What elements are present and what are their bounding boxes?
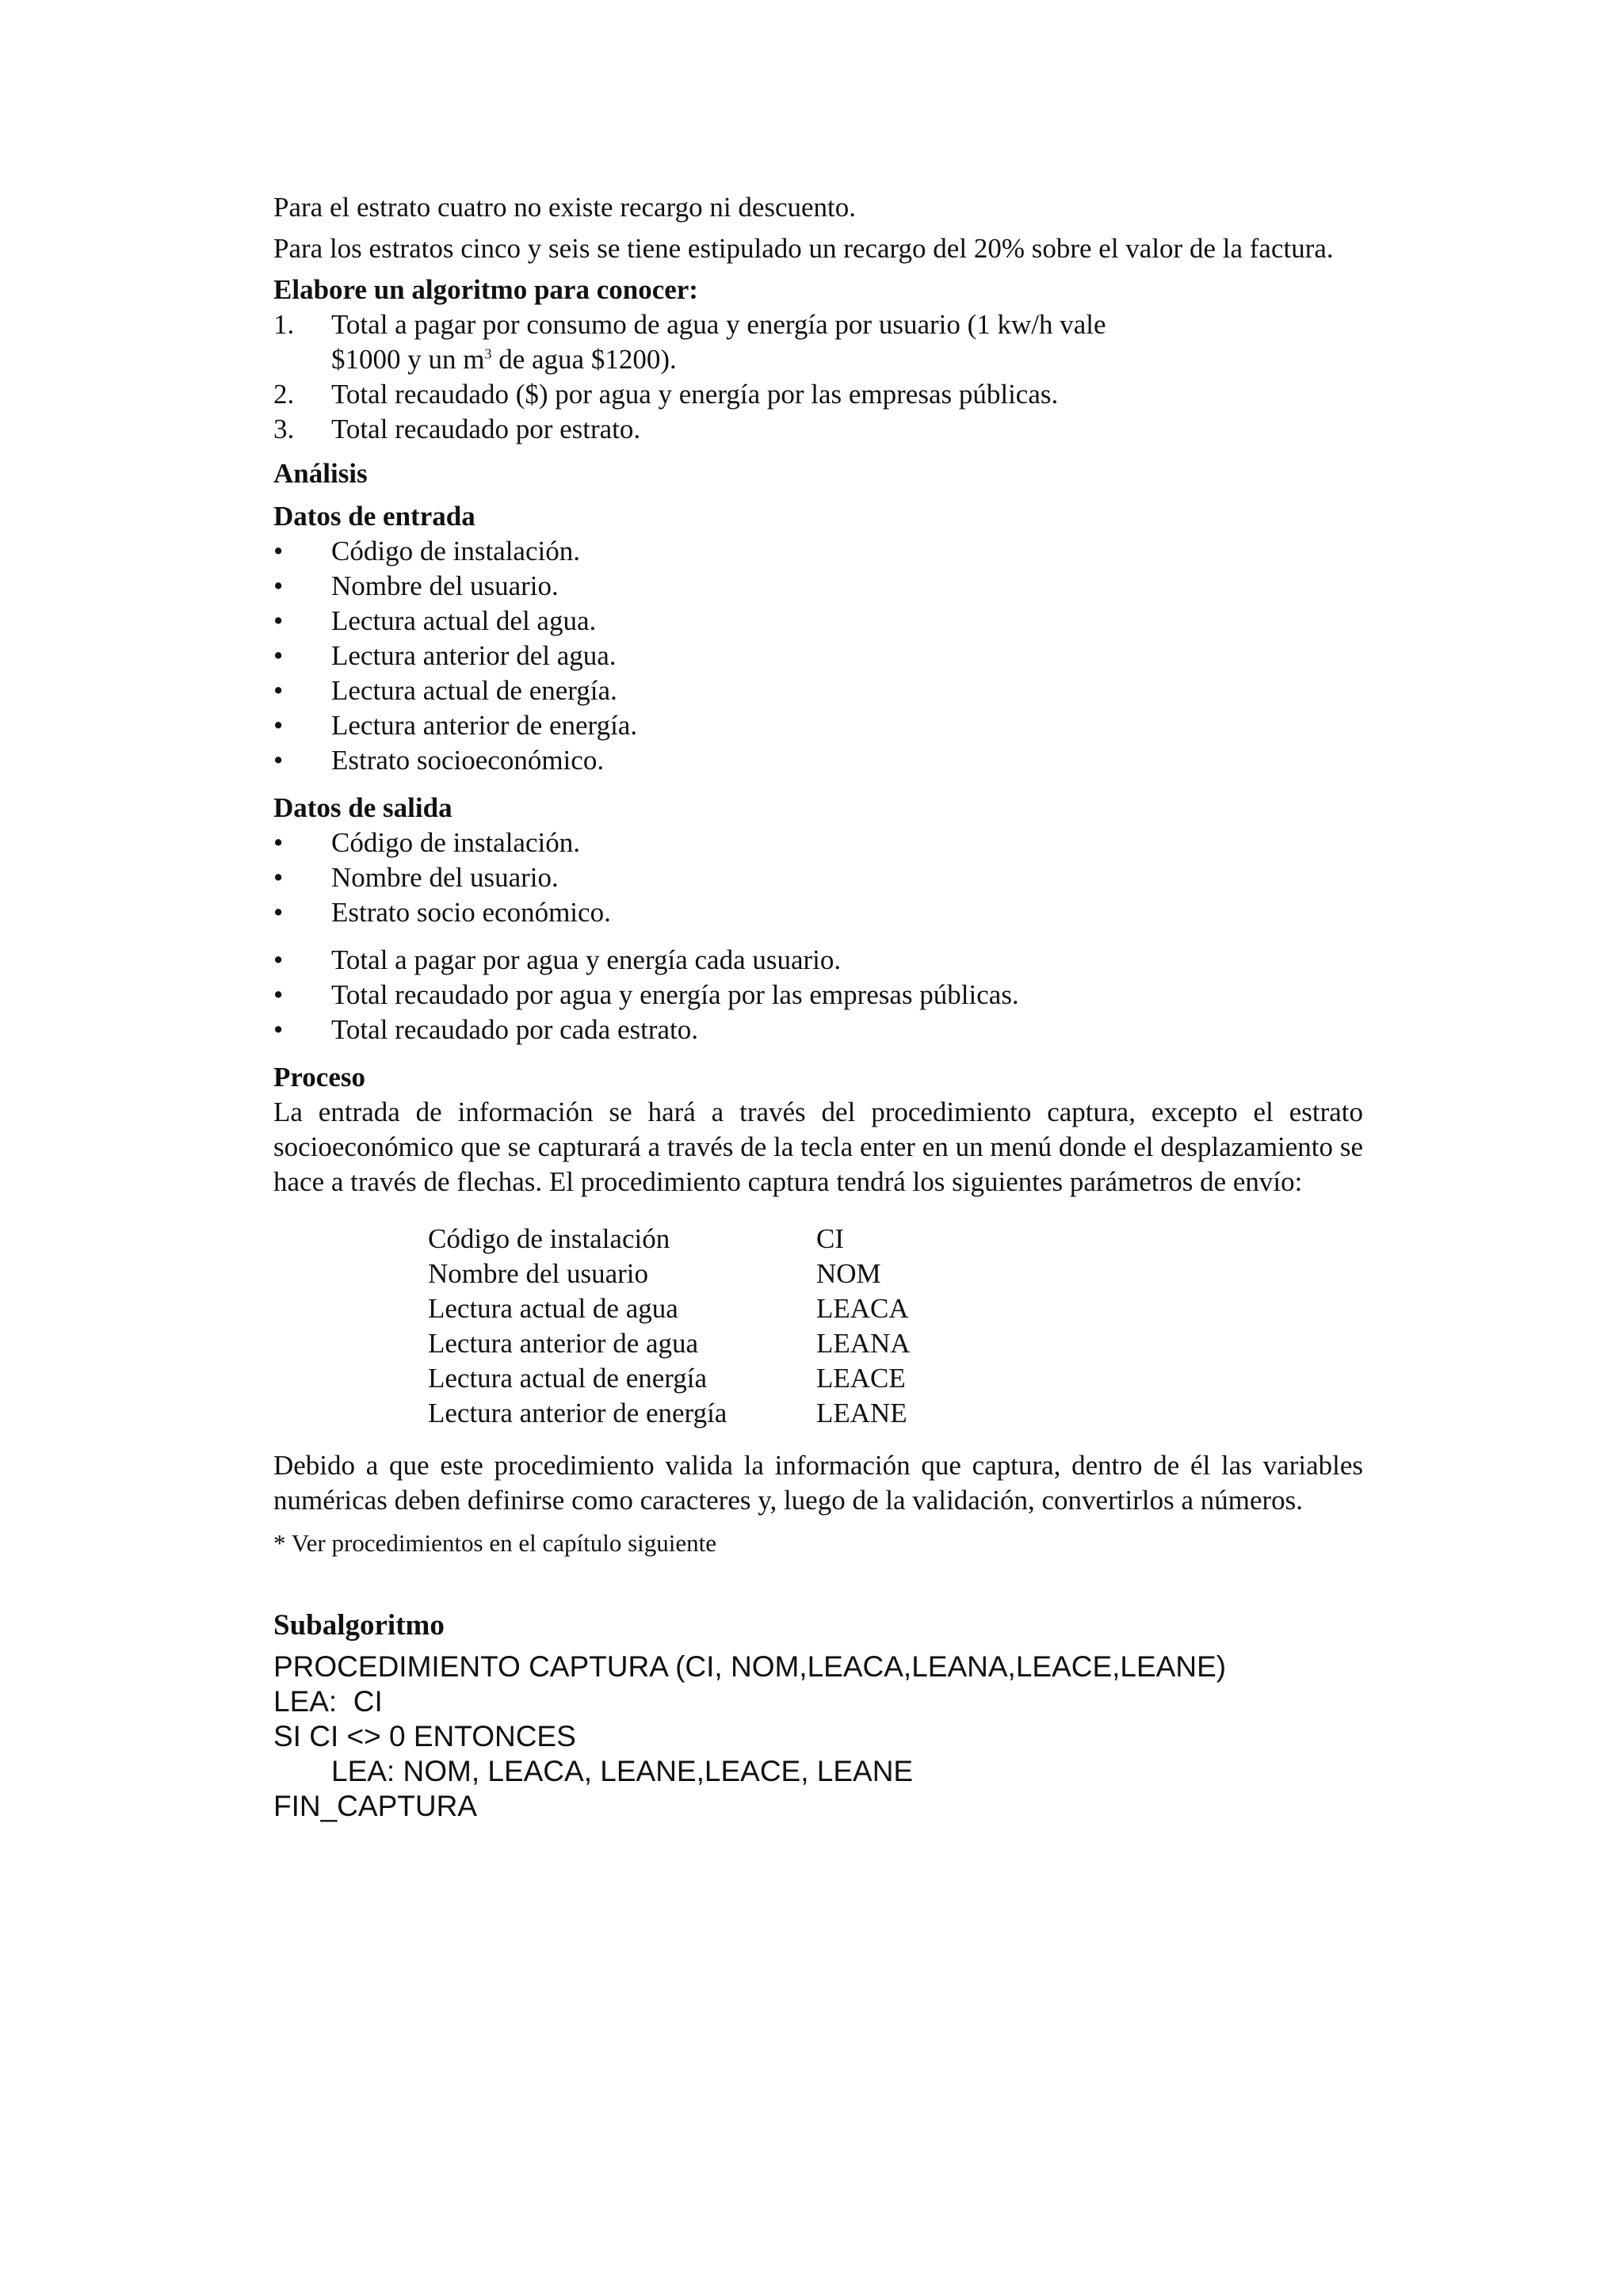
bullet: • [273,640,284,671]
bullet: • [273,536,284,566]
code-line: LEA: CI [273,1685,383,1718]
param-var: NOM [816,1258,881,1289]
list-item: • Total a pagar por agua y energía cada usuario. [273,943,1363,978]
list-item [273,377,1363,412]
list-item-text: Total recaudado por estrato. [331,414,641,444]
list-number: 2. [273,379,295,410]
param-name: Nombre del usuario [428,1258,648,1289]
list-item: • Lectura anterior de energía. [273,708,1363,743]
list-item: • Estrato socioeconómico. [273,743,1363,778]
bullet: • [273,605,284,636]
list-number: 1. [273,309,295,340]
bullet: • [273,944,284,975]
list-item-text: Total a pagar por consumo de agua y energía por usuario (1 kw/h vale [331,309,1106,340]
datos-salida-list [273,826,1363,930]
bullet: • [273,675,284,706]
bullet: • [273,827,284,858]
code-line: PROCEDIMIENTO CAPTURA (CI, NOM,LEACA,LEANA,LEACE,LEANE) [273,1650,1227,1683]
table-row [428,1361,1363,1396]
algoritmo-list [273,307,1363,447]
table-row [428,1326,1363,1361]
param-name: Lectura anterior de agua [428,1328,699,1359]
list-item: 1. Total a pagar por consumo de agua y energía por usuario (1 kw/h vale $1000 y un $m^3$ de agua $1200). [273,307,1363,377]
footnote: * Ver procedimientos en el capítulo siguiente [273,1529,716,1557]
list-item: • Total recaudado por agua y energía por las empresas públicas. [273,978,1363,1013]
list-item-text: Total recaudado ($) por agua y energía por las empresas públicas. [331,379,1059,410]
param-name: Lectura actual de energía [428,1363,708,1394]
proceso-paragraph: La entrada de información se hará a través del procedimiento captura, excepto el estrato socioeconómico que se capturará a través de la tecla enter en un menú donde el desplazamiento se hace a través de flechas. El procedimiento captura tendrá los siguientes parámetros de envío: [273,1097,1363,1197]
table-row [428,1222,1363,1257]
param-name: Lectura anterior de energía [428,1398,727,1428]
param-var: LEACA [816,1293,909,1324]
table-row [428,1291,1363,1326]
list-item: • Nombre del usuario. [273,569,1363,604]
validacion-paragraph: Debido a que este procedimiento valida la información que captura, dentro de él las variables numéricas deben definirse como caracteres y, luego de la validación, convertirlos a números. [273,1450,1363,1516]
bullet: • [273,862,284,893]
analisis-heading: Análisis [273,458,368,489]
bullet: • [273,710,284,741]
datos-salida-heading: Datos de salida [273,792,453,823]
pseudocode-block [273,1650,1363,1824]
parametros-table [428,1222,1363,1431]
param-var: LEANE [816,1398,907,1428]
bullet: • [273,979,284,1010]
proceso-heading: Proceso [273,1062,365,1093]
bullet: • [273,745,284,776]
list-item: • Total recaudado por cada estrato. [273,1013,1363,1047]
paragraph-estratos-cinco-seis: Para los estratos cinco y seis se tiene estipulado un recargo del 20% sobre el valor de la factura. [273,233,1334,264]
subalgoritmo-heading: Subalgoritmo [273,1609,445,1642]
list-item [273,412,1363,447]
param-var: LEANA [816,1328,911,1359]
bullet: • [273,897,284,928]
list-item: • Lectura anterior del agua. [273,639,1363,673]
list-item: • Código de instalación. [273,534,1363,569]
table-row [428,1396,1363,1431]
bullet: • [273,570,284,601]
code-line: SI CI <> 0 ENTONCES [273,1720,576,1753]
param-name: Lectura actual de agua [428,1293,678,1324]
list-item: • Nombre del usuario. [273,860,1363,895]
list-item: • Lectura actual de energía. [273,673,1363,708]
list-item: • Estrato socio económico. [273,895,1363,930]
table-row [428,1257,1363,1291]
code-line: FIN_CAPTURA [273,1790,477,1822]
param-var: CI [816,1223,844,1254]
datos-entrada-list [273,534,1363,778]
datos-entrada-heading: Datos de entrada [273,501,475,532]
list-item: • Código de instalación. [273,826,1363,860]
list-number: 3. [273,414,295,444]
param-name: Código de instalación [428,1223,670,1254]
bullet: • [273,1014,284,1045]
paragraph-estrato-cuatro: Para el estrato cuatro no existe recargo ni descuento. [273,192,857,223]
datos-salida-list-totals [273,943,1363,1047]
code-line: LEA: NOM, LEACA, LEANE,LEACE, LEANE [331,1755,914,1787]
param-var: LEACE [816,1363,906,1394]
algoritmo-heading: Elabore un algoritmo para conocer: [273,274,698,305]
list-item: • Lectura actual del agua. [273,604,1363,639]
page-content [273,190,1363,1824]
